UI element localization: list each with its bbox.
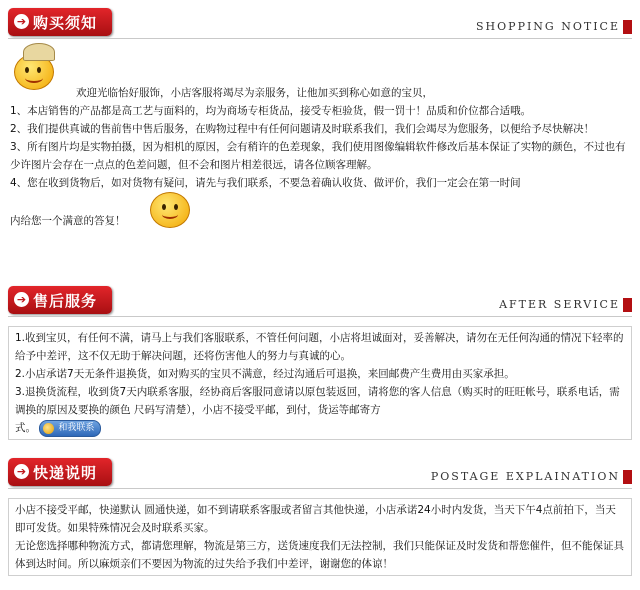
section-english-title: AFTER SERVICE [499, 298, 620, 311]
section-tab [8, 8, 112, 36]
arrow-right-icon: ➔ [14, 464, 29, 479]
shopping-notice-section [0, 0, 640, 232]
hat-icon [23, 43, 55, 61]
after-service-section [0, 278, 640, 440]
after-service-body [8, 326, 632, 440]
red-marker-icon [623, 470, 632, 484]
welcome-text: 欢迎光临怡好服饰，小店客服将竭尽为亲服务，让他加买到称心如意的宝贝， [76, 87, 433, 99]
smiley-face-icon [14, 54, 54, 90]
contact-us-label: 和我联系 [58, 422, 95, 433]
arrow-right-icon: ➔ [14, 14, 29, 29]
arrow-right-icon: ➔ [14, 292, 29, 307]
divider [8, 488, 632, 489]
postage-body [8, 498, 632, 576]
closing-text: 内给您一个满意的答复！ [10, 215, 126, 227]
shopping-notice-body [0, 44, 640, 232]
list-item: 2、我们提供真诚的售前售中售后服务，在购物过程中有任何问题请及时联系我们，我们会竭尽为您服务，以便给予尽快解决！ [10, 123, 595, 135]
section-title: 快递说明 [33, 464, 98, 482]
wangwang-icon [43, 423, 54, 434]
notice-list [10, 102, 632, 192]
section-tab [8, 458, 112, 486]
tail-text: 式。 [15, 422, 36, 434]
section-header [0, 450, 640, 494]
list-item: 3.退换货流程，收到货7天内联系客服，经协商后客服同意请以原包装返回，请将您的客人信息（购买时的旺旺帐号，联系电话，需调换的原因及要换的颜色 尺码写清楚），小店不接受平邮，到付，货运等邮寄方 [15, 386, 620, 416]
list-item: 3、所有图片均是实物拍摄，因为相机的原因，会有稍许的色差现象，我们使用图像编辑软件修改后基本保证了实物的颜色，不过也有少许图片会存在一点点的色差问题，但不会和图片相差很远，请各位顾客理解。 [10, 141, 626, 171]
red-marker-icon [623, 298, 632, 312]
tail-row [15, 419, 625, 437]
postage-section [0, 450, 640, 576]
section-title: 售后服务 [33, 292, 98, 310]
red-marker-icon [623, 20, 632, 34]
smiley-face-icon [150, 192, 190, 228]
list-item: 2.小店承诺7天无条件退换货，如对购买的宝贝不满意，经过沟通后可退换，来回邮费产生费用由买家承担。 [15, 368, 515, 380]
contact-us-button[interactable] [39, 420, 101, 437]
section-title: 购买须知 [33, 14, 98, 32]
closing-row [10, 192, 632, 232]
divider [8, 316, 632, 317]
list-item: 1.收到宝贝，有任何不满，请马上与我们客服联系，不管任何问题，小店将坦诚面对，妥善解决，请勿在无任何沟通的情况下轻率的给予中差评，这不仅无助于解决问题，还将伤害他人的努力与真诚的心。 [15, 332, 624, 362]
list-item: 小店不接受平邮，快递默认 圆通快递，如不到请联系客服或者留言其他快递，小店承诺24小时内发货，当天下午4点前拍下，当天即可发货。如果特殊情况会及时联系买家。 [15, 504, 616, 534]
section-header [0, 278, 640, 322]
section-english-title: SHOPPING NOTICE [476, 20, 620, 33]
section-header [0, 0, 640, 44]
section-english-title: POSTAGE EXPLAINATION [430, 470, 620, 483]
list-item: 无论您选择哪种物流方式，都请您理解，物流是第三方，送货速度我们无法控制，我们只能保证及时发货和帮您催件，但不能保证具体到达时间。所以麻烦亲们不要因为物流的过失给予我们中差评，谢谢您的体谅！ [15, 540, 624, 570]
divider [8, 38, 632, 39]
section-tab [8, 286, 112, 314]
list-item: 4、您在收到货物后，如对货物有疑问，请先与我们联系，不要急着确认收货、做评价，我们一定会在第一时间 [10, 177, 521, 189]
list-item: 1、本店销售的产品都是高工艺与面料的，均为商场专柜货品，接受专柜验货，假一罚十！品质和价位都合适哦。 [10, 105, 532, 117]
welcome-row [10, 44, 632, 99]
